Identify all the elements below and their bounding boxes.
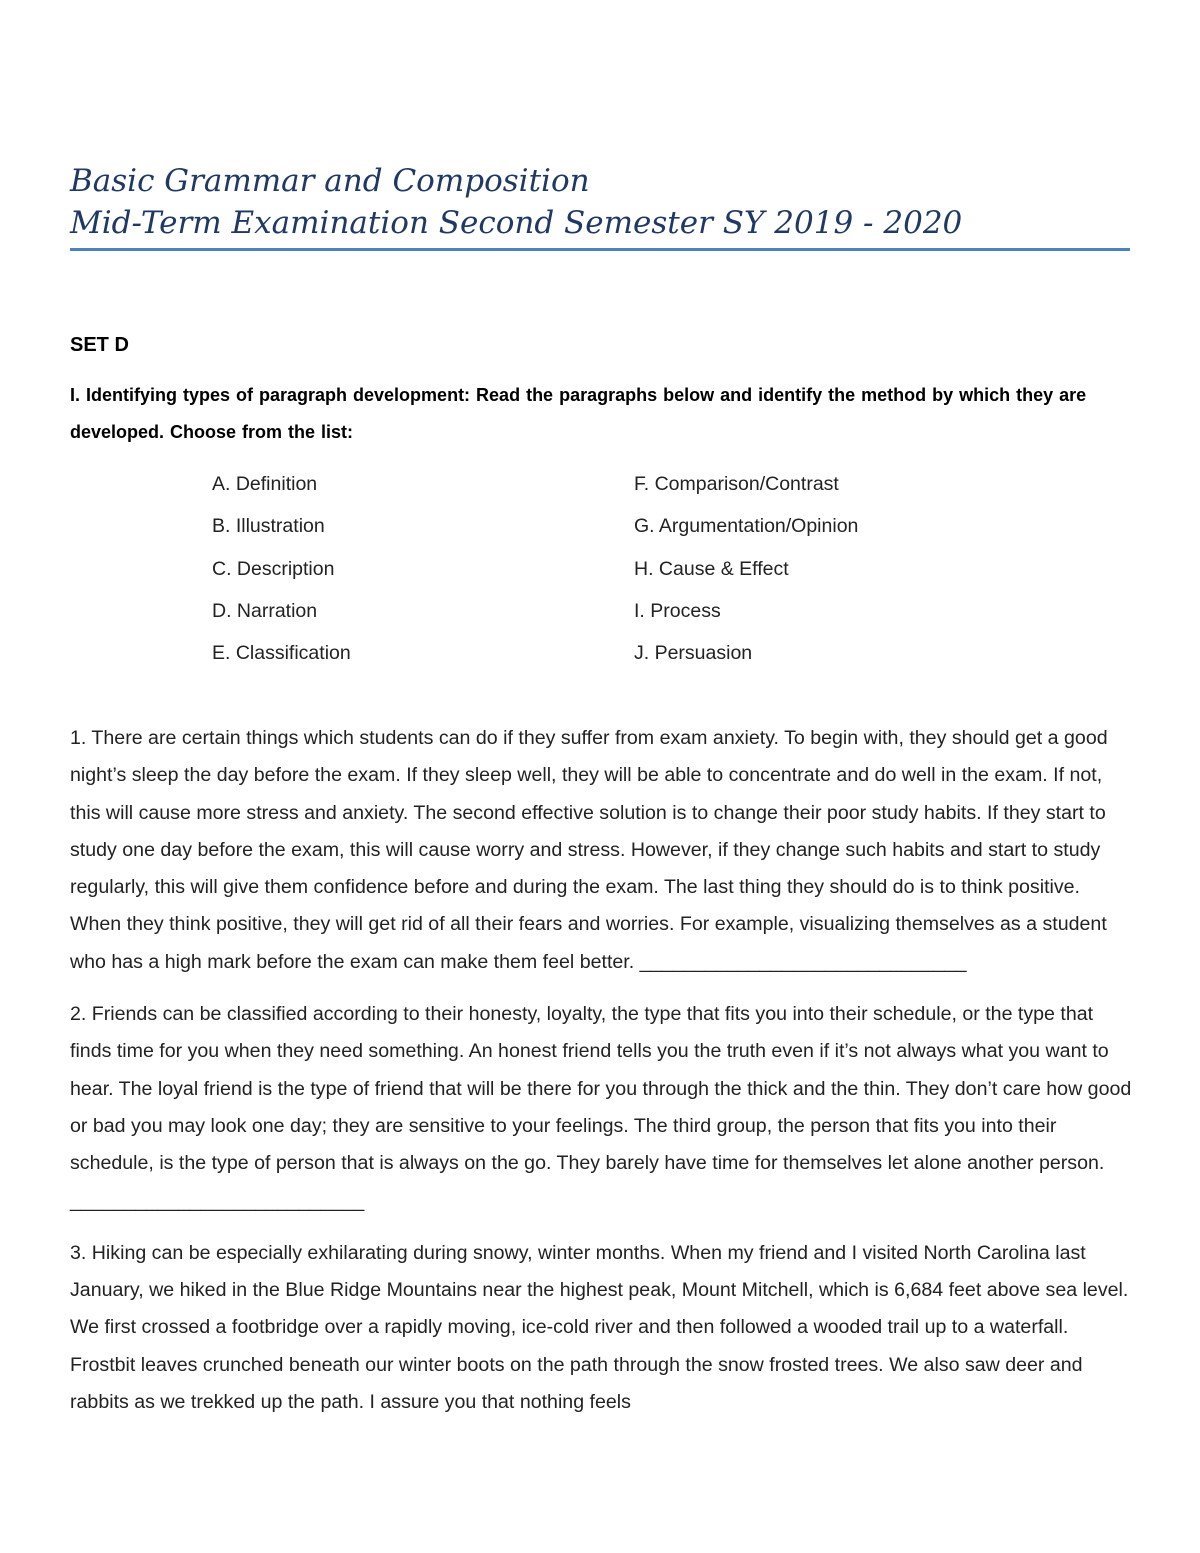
- choice-list: [212, 466, 1032, 677]
- question-item: [70, 996, 1135, 1220]
- choice-item: C. Description: [212, 557, 335, 580]
- question-item: [70, 720, 1135, 981]
- exam-title: Mid-Term Examination Second Semester SY 2019 - 2020: [70, 205, 963, 241]
- choice-row: [212, 593, 1032, 635]
- choice-item: B. Illustration: [212, 515, 325, 538]
- choice-item: J. Persuasion: [634, 642, 753, 665]
- answer-blank[interactable]: ______________________________: [639, 950, 967, 973]
- question-paragraph: [70, 1235, 1135, 1421]
- set-label: SET D: [70, 334, 129, 356]
- choice-item: F. Comparison/Contrast: [634, 473, 839, 495]
- choice-item: D. Narration: [212, 599, 318, 622]
- choice-row: [212, 508, 1032, 550]
- course-title: Basic Grammar and Composition: [70, 163, 590, 199]
- section-instructions: I. Identifying types of paragraph development: Read the paragraphs below and identify the method by which they are developed. Choose from the list:: [70, 385, 1087, 442]
- choice-item: I. Process: [634, 599, 721, 622]
- document-title: [70, 160, 1130, 244]
- question-item: [70, 1235, 1135, 1421]
- choice-row: [212, 635, 1032, 677]
- title-divider: [70, 248, 1130, 251]
- choice-item: E. Classification: [212, 642, 351, 665]
- question-text: 2. Friends can be classified according to their honesty, loyalty, the type that fits you into their schedule, or the type that finds time for you when they need something. An honest friend tells you the truth even if it’s not always what you want to hear. The loyal friend is the type of friend that will be there for you through the thick and the thin. They don’t care how good or bad you may look one day; they are sensitive to your feelings. The third group, the person that fits you into their schedule, is the type of person that is always on the go. They barely have time for themselves let alone another person.: [70, 1003, 1132, 1175]
- choice-row: [212, 551, 1032, 593]
- question-paragraph: [70, 720, 1135, 981]
- question-list: [70, 720, 1135, 1436]
- question-text: 1. There are certain things which students can do if they suffer from exam anxiety. To begin with, they should get a good night’s sleep the day before the exam. If they sleep well, they will be able to concentrate and do well in the exam. If not, this will cause more stress and anxiety. The second effective solution is to change their poor study habits. If they start to study one day before the exam, this will cause worry and stress. However, if they change such habits and start to study regularly, this will give them confidence before and during the exam. The last thing they should do is to think positive. When they think positive, they will get rid of all their fears and worries. For example, visualizing themselves as a student who has a high mark before the exam can make them feel better.: [70, 727, 1108, 973]
- question-paragraph: [70, 996, 1135, 1220]
- answer-blank[interactable]: ___________________________: [70, 1189, 365, 1212]
- choice-item: H. Cause & Effect: [634, 557, 789, 580]
- choice-item: A. Definition: [212, 473, 318, 495]
- choice-row: [212, 466, 1032, 508]
- question-text: 3. Hiking can be especially exhilarating during snowy, winter months. When my friend and I visited North Carolina last January, we hiked in the Blue Ridge Mountains near the highest peak, Mount Mitchell, which is 6,684 feet above sea level. We first crossed a footbridge over a rapidly moving, ice-cold river and then followed a wooded trail up to a waterfall. Frostbit leaves crunched beneath our winter boots on the path through the snow frosted trees. We also saw deer and rabbits as we trekked up the path. I assure you that nothing feels: [70, 1241, 1129, 1414]
- choice-item: G. Argumentation/Opinion: [634, 515, 859, 538]
